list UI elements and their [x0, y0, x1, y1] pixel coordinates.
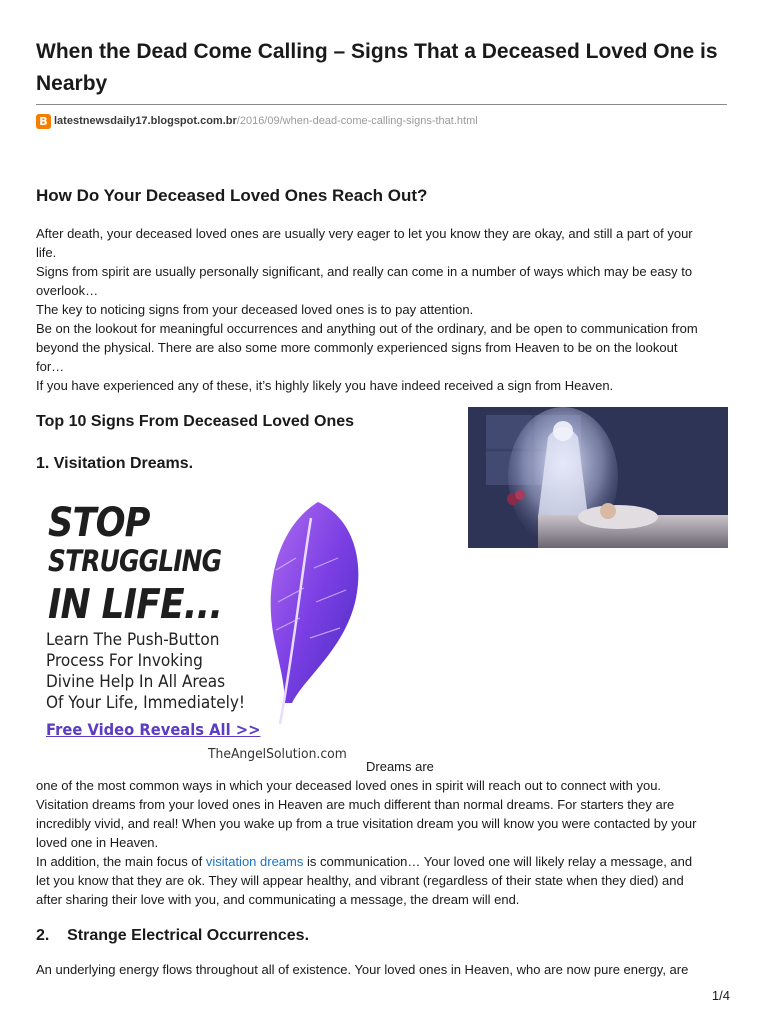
sign2-paragraph: [36, 960, 726, 979]
sign1-inline-start: Dreams are: [366, 759, 434, 774]
sign2-heading: 2. Strange Electrical Occurrences.: [36, 927, 310, 944]
sign1-paragraph: [36, 776, 726, 909]
intro-line: Be on the lookout for meaningful occurrences and anything out of the ordinary, and be open to communication from: [36, 321, 698, 336]
section-heading-reach-out: How Do Your Deceased Loved Ones Reach Out?: [36, 186, 428, 205]
title-divider: [36, 104, 727, 105]
ad-cta-link[interactable]: Free Video Reveals All >>: [46, 720, 261, 739]
ad-headline-in-life: IN LIFE...: [48, 580, 223, 628]
page-title: When the Dead Come Calling – Signs That a Deceased Loved One is Nearby: [36, 40, 718, 95]
sign1-line: loved one in Heaven.: [36, 835, 159, 850]
intro-line: After death, your deceased loved ones are usually very eager to let you know they are okay, and still a part of your: [36, 226, 693, 241]
intro-line: beyond the physical. There are also some more commonly experienced signs from Heaven to be on the lookout: [36, 340, 678, 355]
intro-line: Signs from spirit are usually personally significant, and really can come in a number of ways which may be easy to: [36, 264, 693, 279]
ad-headline-stop: STOP: [48, 500, 150, 546]
ad-subline: Process For Invoking: [46, 651, 203, 671]
sign1-heading: 1. Visitation Dreams.: [36, 455, 194, 472]
ghost-illustration: [468, 407, 728, 548]
sign1-line-with-link: [36, 852, 726, 871]
sign2-line: An underlying energy flows throughout all of existence. Your loved ones in Heaven, who are now pure energy, are: [36, 962, 689, 977]
ad-subline: Learn The Push-Button: [46, 630, 220, 650]
intro-paragraph: [36, 224, 726, 395]
sign1-line: after sharing their love with you, and communicating a message, the dream will end.: [36, 892, 520, 907]
link-tail-text: is communication… Your loved one will likely relay a message, and: [303, 854, 693, 869]
intro-line: life.: [36, 245, 57, 260]
source-line: [36, 111, 478, 131]
top10-heading: Top 10 Signs From Deceased Loved Ones: [36, 413, 355, 430]
link-lead-text: In addition, the main focus of: [36, 854, 206, 869]
sign1-line: let you know that they are ok. They will appear healthy, and vibrant (regardless of their state when they died) and: [36, 873, 684, 888]
source-path[interactable]: /2016/09/when-dead-come-calling-signs-that.html: [236, 115, 478, 127]
ad-subline: Of Your Life, Immediately!: [46, 693, 246, 713]
angel-solution-ad[interactable]: [36, 488, 366, 770]
ad-subline: Divine Help In All Areas: [46, 672, 226, 692]
sign1-line: incredibly vivid, and real! When you wake up from a true visitation dream you will know you were contacted by your: [36, 816, 697, 831]
intro-line: The key to noticing signs from your deceased loved ones is to pay attention.: [36, 302, 474, 317]
ad-headline-struggling: STRUGGLING: [48, 544, 222, 578]
page-number: 1/4: [711, 988, 730, 1003]
blogger-icon: B: [36, 114, 51, 129]
intro-line: If you have experienced any of these, it’s highly likely you have indeed received a sign from Heaven.: [36, 378, 614, 393]
intro-line: overlook…: [36, 283, 99, 298]
source-domain[interactable]: latestnewsdaily17.blogspot.com.br: [54, 115, 237, 127]
feather-icon: [256, 498, 366, 728]
sign1-line: Visitation dreams from your loved ones in Heaven are much different than normal dreams. For starters they are: [36, 797, 675, 812]
ad-brand: TheAngelSolution.com: [208, 747, 347, 762]
intro-line: for…: [36, 359, 65, 374]
ghost-bedroom-image: [468, 407, 728, 548]
visitation-dreams-link[interactable]: visitation dreams: [205, 854, 304, 869]
sign1-line: one of the most common ways in which your deceased loved ones in spirit will reach out to connect with you.: [36, 778, 662, 793]
